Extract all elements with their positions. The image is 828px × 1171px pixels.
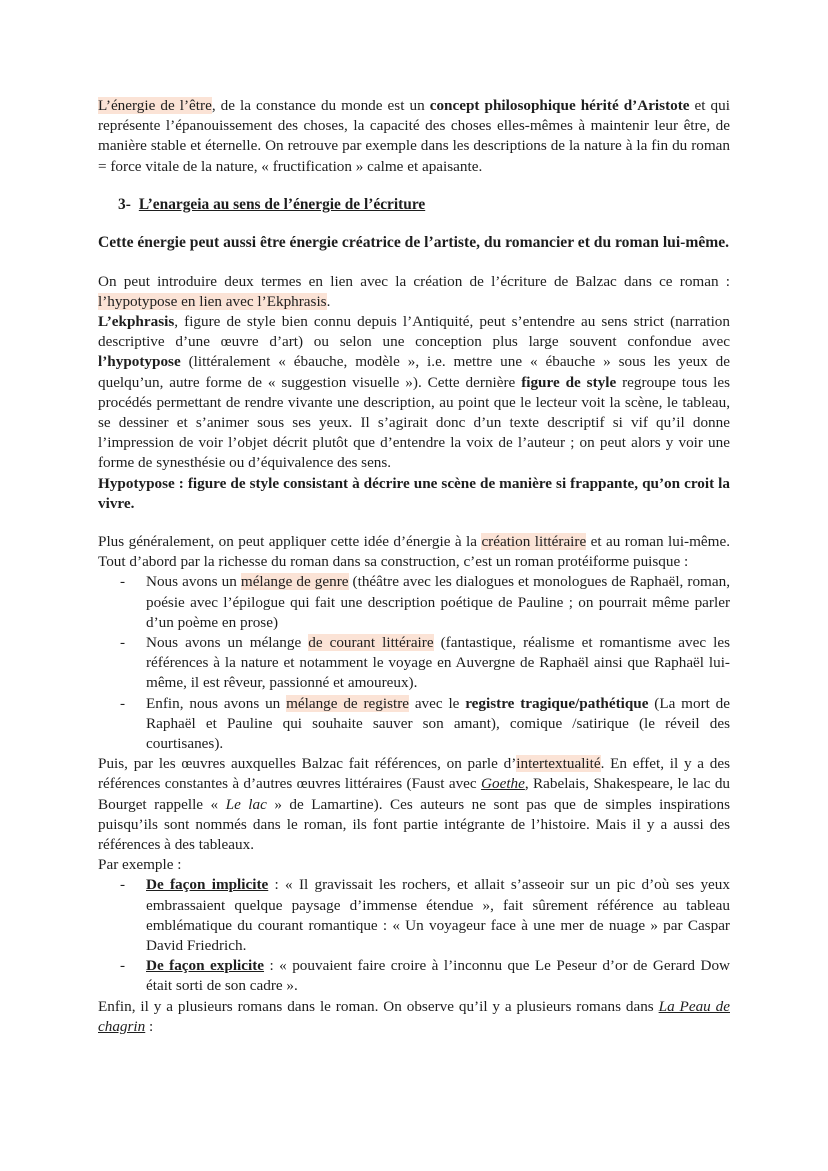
closing-paragraph: Enfin, il y a plusieurs romans dans le roman. On observe qu’il y a plusieurs romans dans La Peau de chagrin : — [98, 997, 730, 1035]
intertextualite-paragraph: Puis, par les œuvres auxquelles Balzac fait références, on parle d’intertextualité. En effet, il y a des références constantes à d’autres œuvres littéraires (Faust avec Goethe, Rabelais, Shakespeare, le lac du Bourget rappelle « Le lac » de Lamartine). Ces auteurs ne sont pas que de simples inspirations puisqu’ils sont nommés dans le roman, ils font partie intégrante de l’histoire. Mais il y a aussi des références à des tableaux. — [98, 755, 731, 853]
list-roman-proteiforme — [98, 572, 730, 754]
section-title: L’enargeia au sens de l’énergie de l’écriture — [138, 195, 426, 213]
highlight-creation-litteraire: création littéraire — [481, 532, 587, 550]
section-heading-3 — [118, 195, 730, 215]
reference-le-lac: Le lac — [225, 795, 267, 813]
list-references-tableaux — [98, 875, 730, 996]
highlight-hypotypose-ekphrasis: l’hypotypose en lien avec l’Ekphrasis — [98, 292, 327, 310]
intro-paragraph: L’énergie de l’être, de la constance du monde est un concept philosophique hérité d’Aristote et qui représente l’épanouissement des choses, la capacité des choses elles-mêmes à maintenir leur être, de manière stable et éternelle. On retrouve par exemple dans les descriptions de la nature à la fin du roman = force vitale de la nature, « fructification » calme et apaisante. — [98, 97, 730, 175]
list-item: - De façon explicite : « pouvaient faire croire à l’inconnu que Le Peseur d’or de Gerard Dow était sorti de son cadre ». — [146, 956, 730, 996]
book-title: La Peau de chagrin — [98, 997, 730, 1035]
general-paragraph: Plus généralement, on peut appliquer cette idée d’énergie à la création littéraire et au roman lui-même. Tout d’abord par la richesse du roman dans sa construction, c’est un roman protéiforme puisque : — [98, 532, 731, 571]
list-item: - Enfin, nous avons un mélange de registre avec le registre tragique/pathétique (La mort de Raphaël et Pauline qui souhaite sauver son amant), comique /satirique (le réveil des courtisanes). — [146, 694, 730, 755]
hypotypose-definition: Hypotypose : figure de style consistant à décrire une scène de manière si frappante, qu’on croit la vivre. — [98, 474, 730, 512]
section-number: 3- — [118, 195, 131, 213]
reference-goethe: Goethe — [481, 775, 525, 793]
terms-paragraph: On peut introduire deux termes en lien avec la création de l’écriture de Balzac dans ce roman : l’hypotypose en lien avec l’Ekphrasis. — [98, 272, 730, 310]
example-label: Par exemple : — [98, 856, 182, 874]
list-item: - De façon implicite : « Il gravissait les rochers, et allait s’asseoir sur un pic d’où ses yeux embrassaient quelque paysage d’immense étendue », fait sûrement référence au tableau emblématique du courant romantique : « Un voyageur face à une mer de nuage » par Caspar David Friedrich. — [146, 875, 730, 956]
highlight-intertextualite: intertextualité — [516, 755, 601, 773]
highlight-energie-etre: L’énergie de l’être — [98, 97, 212, 114]
list-item: - Nous avons un mélange de courant littéraire (fantastique, réalisme et romantisme avec les références à la nature et notamment le voyage en Auvergne de Raphaël ainsi que Raphaël lui-même, il est rêveur, passionné et amoureux). — [146, 633, 730, 694]
lead-paragraph: Cette énergie peut aussi être énergie créatrice de l’artiste, du romancier et du roman lui-même. — [98, 234, 730, 252]
list-item: - Nous avons un mélange de genre (théâtre avec les dialogues et monologues de Raphaël, roman, poésie avec l’épilogue qui fait une description poétique de Pauline ; on pourrait même parler d’un poème en prose) — [146, 572, 730, 633]
bold-concept-aristote: concept philosophique hérité d’Aristote — [429, 97, 690, 114]
ekphrasis-paragraph: L’ekphrasis, figure de style bien connu depuis l’Antiquité, peut s’entendre au sens strict (narration descriptive d’une œuvre d’art) ou selon une conception plus large souvent confondue avec l’hypotypose (littéralement « ébauche, modèle », i.e. mettre une « ébauche » sous les yeux de quelqu’un, autre forme de « suggestion visuelle »). Cette dernière figure de style regroupe tous les procédés permettant de rendre vivante une description, au point que le lecteur voit la scène, le tableau, se dessiner et s’animer sous ses yeux. Il s’agirait donc d’un texte descriptif si vif qu’il donne l’impression de voir l’objet décrit plutôt que d’entendre la voix de l’auteur ; on peut alors y voir une forme de synesthésie ou d’équivalence des sens. — [98, 312, 730, 472]
